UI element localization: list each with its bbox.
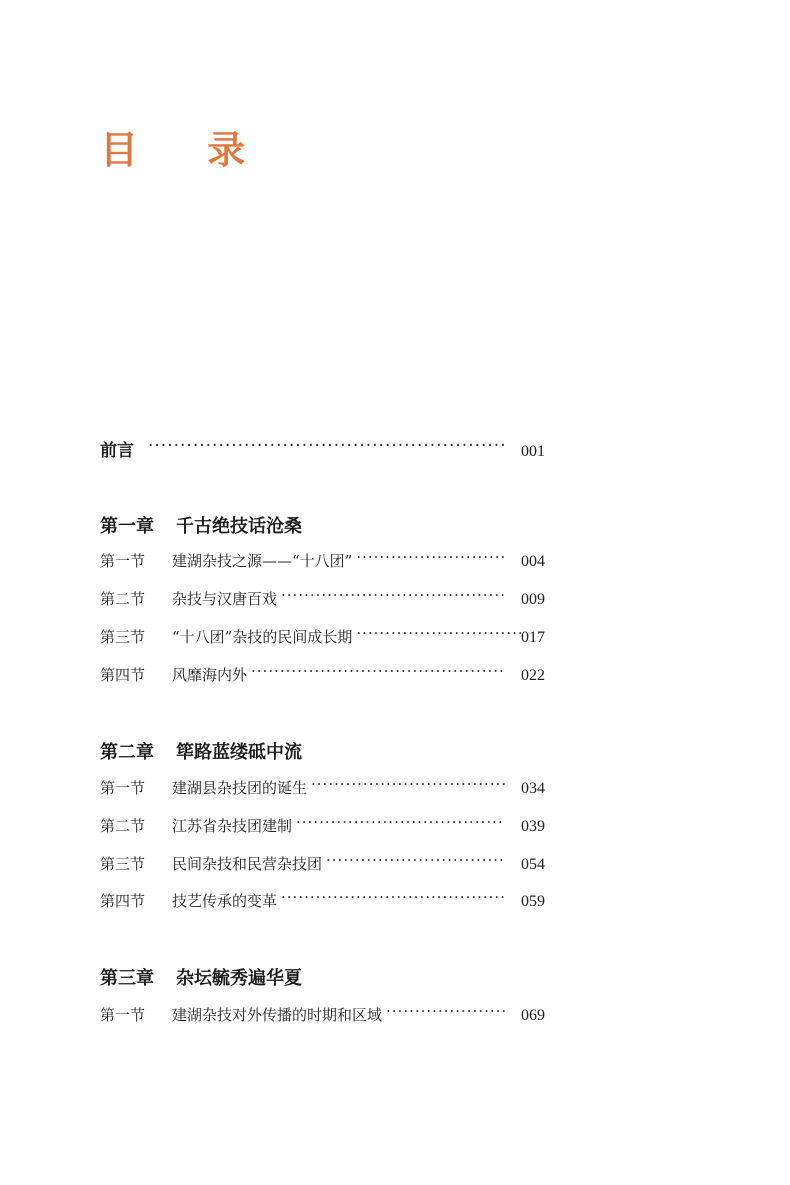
page-title: 目 录	[100, 127, 274, 172]
chapter-label: 第一章	[100, 516, 154, 537]
dot-leader	[281, 891, 505, 906]
chapter-label: 第三章	[100, 968, 154, 989]
chapter-label: 第二章	[100, 742, 154, 763]
section-page-number: 004	[521, 553, 545, 570]
toc-entry[interactable]	[100, 626, 545, 647]
toc-entry[interactable]	[100, 777, 545, 798]
section-label: 第四节	[100, 892, 146, 910]
section-title: 风靡海内外	[172, 666, 248, 684]
toc-entry[interactable]	[100, 890, 545, 911]
dot-leader	[251, 665, 505, 680]
section-label: 第一节	[100, 1006, 146, 1024]
toc-entry[interactable]	[100, 815, 545, 836]
toc-entry[interactable]	[100, 1004, 545, 1025]
dot-leader	[326, 854, 505, 869]
section-title: 技艺传承的变革	[172, 892, 278, 910]
preface-page-number: 001	[521, 443, 545, 460]
chapter-title: 千古绝技话沧桑	[176, 516, 302, 537]
chapter-heading-3[interactable]	[100, 964, 302, 990]
section-title: “十八团”杂技的民间成长期	[172, 628, 353, 646]
toc-entry-preface[interactable]	[100, 436, 545, 461]
toc-entry[interactable]	[100, 588, 545, 609]
section-page-number: 054	[521, 856, 545, 873]
chapter-title: 筚路蓝缕砥中流	[176, 742, 302, 763]
toc-entry[interactable]	[100, 664, 545, 685]
section-label: 第一节	[100, 779, 146, 797]
section-page-number: 039	[521, 818, 545, 835]
section-title: 民间杂技和民营杂技团	[172, 855, 323, 873]
toc-entry[interactable]	[100, 853, 545, 874]
dot-leader	[148, 439, 507, 456]
section-page-number: 059	[521, 893, 545, 910]
section-label: 第二节	[100, 590, 146, 608]
section-title: 江苏省杂技团建制	[172, 817, 293, 835]
chapter-title: 杂坛毓秀遍华夏	[176, 968, 302, 989]
chapter-heading-2[interactable]	[100, 738, 302, 764]
section-label: 第四节	[100, 666, 146, 684]
dot-leader	[311, 778, 505, 793]
section-label: 第三节	[100, 855, 146, 873]
section-title: 建湖杂技之源——“十八团”	[172, 552, 353, 570]
section-title: 建湖县杂技团的诞生	[172, 779, 308, 797]
section-label: 第二节	[100, 817, 146, 835]
dot-leader	[356, 627, 521, 642]
section-page-number: 034	[521, 780, 545, 797]
section-page-number: 009	[521, 591, 545, 608]
section-label: 第三节	[100, 628, 146, 646]
dot-leader	[296, 816, 505, 831]
dot-leader	[281, 589, 505, 604]
toc-entry[interactable]	[100, 550, 545, 571]
section-title: 建湖杂技对外传播的时期和区域	[172, 1006, 383, 1024]
section-page-number: 069	[521, 1007, 545, 1024]
section-page-number: 022	[521, 667, 545, 684]
section-title: 杂技与汉唐百戏	[172, 590, 278, 608]
dot-leader	[386, 1005, 505, 1020]
chapter-heading-1[interactable]	[100, 512, 302, 538]
section-label: 第一节	[100, 552, 146, 570]
dot-leader	[356, 551, 505, 566]
section-page-number: 017	[521, 629, 545, 646]
preface-title: 前言	[100, 441, 134, 461]
